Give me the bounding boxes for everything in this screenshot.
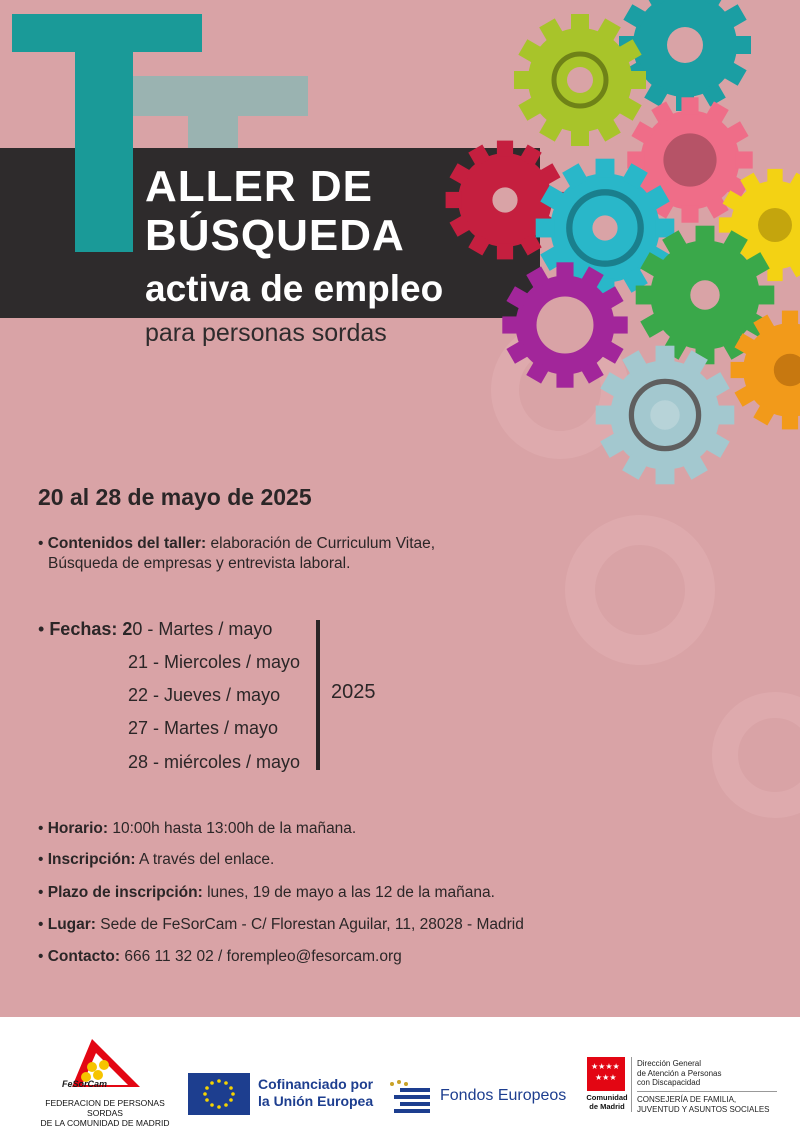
fecha-day: 28 xyxy=(128,752,149,772)
fechas-bracket-bar xyxy=(316,620,320,770)
madrid-cons-1: CONSEJERÍA DE FAMILIA, xyxy=(637,1095,737,1104)
gear-lightblue-icon xyxy=(596,346,735,485)
plazo-text: lunes, 19 de mayo a las 12 de la mañana. xyxy=(207,884,495,901)
contenidos-label: Contenidos del taller: xyxy=(47,535,207,552)
fechas-label: Fechas: xyxy=(49,619,118,639)
madrid-rule xyxy=(637,1091,777,1092)
dates-heading: 20 al 28 de mayo de 2025 xyxy=(38,484,312,510)
comunidad-madrid-caption xyxy=(584,1094,630,1111)
title-line-1: ALLER DE xyxy=(145,162,373,211)
contacto-label: Contacto: xyxy=(47,948,121,965)
fecha-day: 21 xyxy=(128,652,149,672)
inscripcion-label: Inscripción: xyxy=(47,851,136,868)
title-line-2: BÚSQUEDA xyxy=(145,211,405,260)
fesorcam-caption xyxy=(35,1098,175,1128)
fesorcam-line-1: FEDERACION DE PERSONAS SORDAS xyxy=(45,1098,165,1118)
madrid-divider xyxy=(631,1057,632,1112)
madrid-dir-1: Dirección General xyxy=(637,1059,702,1068)
subtitle: para personas sordas xyxy=(145,319,387,347)
horario-text: 10:00h hasta 13:00h de la mañana. xyxy=(112,820,357,837)
fecha-rest: 0 - Martes / mayo xyxy=(132,619,273,639)
inscripcion-text[interactable]: A través del enlace. xyxy=(139,851,275,868)
contacto-text[interactable]: 666 11 32 02 / forempleo@fesorcam.org xyxy=(124,948,402,965)
madrid-dir-3: con Discapacidad xyxy=(637,1078,701,1087)
eu-cofinanciado-text xyxy=(258,1076,373,1110)
inscripcion-line: • Inscripción: A través del enlace. xyxy=(38,851,275,868)
fesorcam-logo xyxy=(62,1035,144,1093)
horario-line: • Horario: 10:00h hasta 13:00h de la mañana. xyxy=(38,820,357,837)
gear-lime-icon xyxy=(514,14,646,146)
lugar-label: Lugar: xyxy=(47,916,96,933)
eu-flag-icon xyxy=(188,1073,250,1115)
contenidos-line: • Contenidos del taller: elaboración de Curriculum Vitae, xyxy=(38,535,436,552)
fesorcam-logo-text: FeSorCam xyxy=(62,1079,108,1089)
fechas-year: 2025 xyxy=(331,681,376,703)
fondos-europeos-icon xyxy=(388,1078,436,1114)
madrid-line-2: de Madrid xyxy=(589,1101,625,1111)
eu-line-1: Cofinanciado por xyxy=(258,1076,374,1092)
fondos-europeos-text: Fondos Europeos xyxy=(440,1087,567,1104)
madrid-cons-2: JUVENTUD Y ASUNTOS SOCIALES xyxy=(637,1104,770,1114)
fecha-rest: - Jueves / mayo xyxy=(148,685,281,705)
fecha-rest: - Miercoles / mayo xyxy=(148,652,301,672)
plazo-line: • Plazo de inscripción: lunes, 19 de mayo a las 12 de la mañana. xyxy=(38,884,495,901)
fechas-row-1: • Fechas: 20 - Martes / mayo xyxy=(38,619,273,639)
fesorcam-line-2: DE LA COMUNIDAD DE MADRID xyxy=(40,1118,170,1128)
fechas-row-5 xyxy=(128,752,300,773)
comunidad-madrid-flag-icon xyxy=(587,1057,625,1091)
contenidos-text: elaboración de Curriculum Vitae, xyxy=(210,535,436,552)
fechas-row-2 xyxy=(128,652,300,673)
svg-text:★★★: ★★★ xyxy=(595,1073,617,1082)
lugar-line: • Lugar: Sede de FeSorCam - C/ Florestan Aguilar, 11, 28028 - Madrid xyxy=(38,916,524,933)
svg-text:★★★★: ★★★★ xyxy=(591,1062,620,1071)
horario-label: Horario: xyxy=(47,820,109,837)
fechas-row-3 xyxy=(128,685,280,706)
contenidos-text-2: Búsqueda de empresas y entrevista laboral. xyxy=(48,555,351,572)
fecha-rest: - Martes / mayo xyxy=(148,718,279,738)
madrid-consejeria xyxy=(637,1095,769,1114)
fecha-day: 22 xyxy=(128,685,149,705)
fecha-day: 2 xyxy=(122,619,133,639)
fecha-rest: - miércoles / mayo xyxy=(148,752,301,772)
madrid-direccion xyxy=(637,1059,722,1088)
lugar-text: Sede de FeSorCam - C/ Florestan Aguilar, 11, 28028 - Madrid xyxy=(100,916,524,933)
madrid-line-1: Comunidad xyxy=(586,1093,628,1102)
title-line-3: activa de empleo xyxy=(145,268,444,309)
fecha-day: 27 xyxy=(128,718,149,738)
fechas-row-4 xyxy=(128,718,278,739)
plazo-label: Plazo de inscripción: xyxy=(47,884,203,901)
eu-line-2: la Unión Europea xyxy=(258,1093,374,1109)
madrid-dir-2: de Atención a Personas xyxy=(637,1068,722,1078)
contacto-line: • Contacto: 666 11 32 02 / forempleo@fesorcam.org xyxy=(38,948,402,965)
